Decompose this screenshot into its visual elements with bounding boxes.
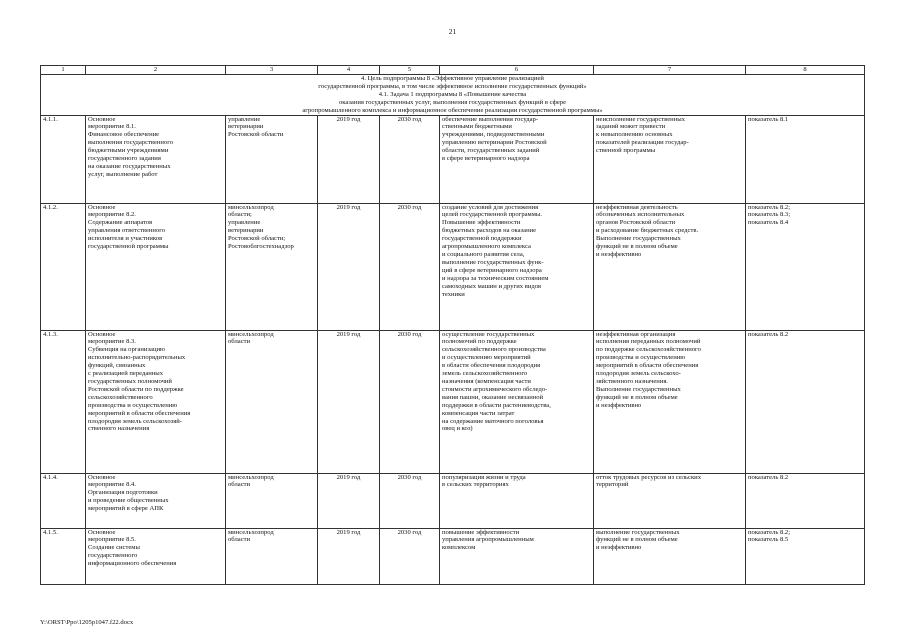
activity-name-line: исполнительно-распорядительных — [88, 354, 186, 362]
goal-heading-line: 4. Цель подпрограммы 8 «Эффективное управление реализацией — [361, 75, 544, 82]
expected-result-line: полномочий по поддержке — [442, 338, 517, 346]
indicator-link-line: показатель 8.2 — [748, 330, 789, 338]
expected-result-line: в сельских территориях — [442, 481, 509, 489]
end-year: 2030 год — [380, 115, 440, 203]
task-heading-line: 4.1. Задача 1 подпрограммы 8 «Повышение качества — [378, 90, 527, 98]
activity-name-line: государственной программы — [88, 243, 169, 251]
executor-cell — [226, 115, 318, 203]
non-implementation-consequences-line: функций не в полном объеме — [596, 536, 678, 544]
executor-cell — [226, 330, 318, 473]
expected-result-line: назначения (компенсация части — [442, 377, 531, 385]
column-header: 5 — [380, 66, 440, 75]
non-implementation-consequences-line: выполнение государственных — [596, 528, 680, 536]
end-year: 2030 год — [380, 473, 440, 528]
table-row — [41, 473, 865, 528]
non-implementation-consequences-line: Выполнение государственных — [596, 385, 681, 393]
activity-name-line: мероприятие 8.4. — [88, 481, 136, 489]
non-implementation-consequences-line: и неэффективно — [596, 544, 642, 552]
expected-result-line: Повышение эффективности — [442, 219, 521, 227]
expected-result-line: популяризация жизни и труда — [442, 473, 526, 481]
task-heading-line: оказания государственных услуг, выполнения государственных функций в сфере — [338, 98, 567, 106]
non-implementation-consequences-line: неэффективная деятельность — [596, 203, 678, 211]
non-implementation-consequences-line: мероприятий в области обеспечения — [596, 362, 699, 370]
activity-name-line: функций, связанных — [88, 362, 146, 370]
executor-cell — [226, 473, 318, 528]
expected-result-line: самоходных машин и других видов — [442, 282, 542, 290]
expected-result-line: вания пашни, оказание несвязанной — [442, 393, 544, 401]
expected-result-line: на содержание маточного поголовья — [442, 417, 544, 425]
row-number: 4.1.2. — [41, 203, 86, 330]
activity-name-line: Основное — [88, 330, 116, 338]
activity-name-line: Ростовской области по поддержке — [88, 385, 184, 393]
indicator-link — [746, 203, 865, 330]
activity-name — [86, 203, 226, 330]
footer-file-path: Y:\ORST\Ppo\1205p1047.f22.docx — [40, 619, 134, 626]
expected-result — [440, 473, 594, 528]
activity-name-line: сельскохозяйственного — [88, 393, 153, 401]
non-implementation-consequences — [594, 203, 746, 330]
expected-result-line: и надзора за техническим состоянием — [442, 274, 549, 282]
expected-result-line: управления агропромышленным — [442, 536, 534, 544]
activity-name-line: Основное — [88, 473, 116, 481]
start-year: 2019 год — [318, 330, 380, 473]
executor-cell-line: области; — [228, 211, 252, 219]
executor-cell-line: области — [228, 481, 251, 489]
indicator-link — [746, 473, 865, 528]
activity-name — [86, 473, 226, 528]
indicator-link — [746, 528, 865, 584]
expected-result-line: сельскохозяйственного производства — [442, 346, 546, 354]
non-implementation-consequences-line: функций не в полном объеме — [596, 393, 678, 401]
activity-name-line: плодородия земель сельскохозяй- — [88, 417, 182, 425]
expected-result — [440, 528, 594, 584]
indicator-link-line: показатель 8.2; — [748, 203, 791, 211]
non-implementation-consequences — [594, 528, 746, 584]
expected-result-line: стоимости агрохимического обследо- — [442, 385, 548, 393]
start-year: 2019 год — [318, 473, 380, 528]
expected-result-line: управлению ветеринарии Ростовской — [442, 139, 547, 147]
indicator-link-line: показатель 8.1 — [748, 115, 789, 123]
column-header: 2 — [86, 66, 226, 75]
activity-name-line: выполнения государственного — [88, 139, 174, 147]
executor-cell-line: Ростовской области; — [228, 235, 286, 243]
end-year: 2030 год — [380, 330, 440, 473]
non-implementation-consequences-line: исполнения переданных полномочий — [596, 338, 701, 346]
activity-name-line: мероприятий в области обеспечения — [88, 409, 191, 417]
activity-name-line: Основное — [88, 115, 116, 123]
row-number: 4.1.4. — [41, 473, 86, 528]
expected-result-line: и социального развития села, — [442, 250, 525, 258]
expected-result-line: комплексом — [442, 544, 476, 552]
activity-name-line: с реализацией переданных — [88, 370, 164, 378]
non-implementation-consequences-line: территорий — [596, 481, 629, 489]
section-heading-row — [41, 75, 865, 116]
activity-name-line: исполнителя и участников — [88, 235, 163, 243]
non-implementation-consequences-line: заданий может привести — [596, 123, 666, 131]
indicator-link — [746, 330, 865, 473]
executor-cell-line: управление — [228, 115, 261, 123]
activity-name-line: мероприятие 8.2. — [88, 211, 136, 219]
activity-name — [86, 528, 226, 584]
expected-result-line: агропромышленного комплекса — [442, 243, 531, 251]
end-year: 2030 год — [380, 528, 440, 584]
indicator-link-line: показатель 8.4 — [748, 219, 789, 227]
indicator-link-line: показатель 8.2 — [748, 473, 789, 481]
row-number: 4.1.5. — [41, 528, 86, 584]
table-row — [41, 330, 865, 473]
non-implementation-consequences-line: неэффективная организация — [596, 330, 676, 338]
activity-name-line: ственного назначения — [88, 425, 150, 433]
non-implementation-consequences-line: ственной программы — [596, 147, 656, 155]
expected-result-line: осуществление государственных — [442, 330, 535, 338]
expected-result-line: техники — [442, 290, 465, 298]
non-implementation-consequences-line: зяйственного назначения. — [596, 377, 669, 385]
expected-result-line: обеспечение выполнения государ- — [442, 115, 539, 123]
activity-name-line: услуг, выполнение работ — [88, 170, 158, 178]
activity-name — [86, 330, 226, 473]
non-implementation-consequences-line: функций не в полном объеме — [596, 243, 678, 251]
row-number: 4.1.1. — [41, 115, 86, 203]
page-number: 21 — [448, 27, 457, 36]
non-implementation-consequences-line: неисполнение государственных — [596, 115, 685, 123]
activity-name-line: бюджетными учреждениями — [88, 147, 169, 155]
executor-cell-line: минсельхозпрод — [228, 203, 274, 211]
expected-result-line: области, государственных заданий — [442, 147, 540, 155]
non-implementation-consequences-line: отток трудовых ресурсов из сельских — [596, 473, 702, 481]
executor-cell-line: Ростовской области — [228, 131, 284, 139]
table-row — [41, 528, 865, 584]
expected-result-line: учреждениями, подведомственными — [442, 131, 545, 139]
non-implementation-consequences-line: плодородия земель сельскохо- — [596, 370, 681, 378]
expected-result-line: ственными бюджетными — [442, 123, 512, 131]
expected-result-line: и осуществлению мероприятий — [442, 354, 531, 362]
activity-name-line: информационного обеспечения — [88, 560, 177, 568]
activity-name-line: Организация подготовки — [88, 489, 158, 497]
non-implementation-consequences-line: показателей реализации государ- — [596, 139, 689, 147]
expected-result-line: создание условий для достижения — [442, 203, 539, 211]
activity-name-line: государственных полномочий — [88, 377, 172, 385]
column-header: 6 — [440, 66, 594, 75]
executor-cell-line: минсельхозпрод — [228, 528, 274, 536]
end-year: 2030 год — [380, 203, 440, 330]
executor-cell-line: области — [228, 338, 251, 346]
non-implementation-consequences-line: органов Ростовской области — [596, 219, 676, 227]
goal-heading-line: государственной программы, в том числе эффективное исполнение государственных функций» — [318, 82, 587, 90]
activity-name-line: и проведение общественных — [88, 497, 169, 505]
non-implementation-consequences — [594, 115, 746, 203]
executor-cell-line: минсельхозпрод — [228, 473, 274, 481]
executor-cell — [226, 203, 318, 330]
activity-name-line: мероприятий в сфере АПК — [88, 505, 164, 513]
column-number-row — [41, 66, 865, 75]
start-year: 2019 год — [318, 203, 380, 330]
column-header: 3 — [226, 66, 318, 75]
activity-name-line: Субвенция на организацию — [88, 346, 165, 354]
activity-name-line: Создание системы — [88, 544, 140, 552]
expected-result-line: выполнение государственных функ- — [442, 258, 544, 266]
task-heading-line: агропромышленного комплекса и информационное обеспечение реализации государственной программы» — [302, 106, 603, 114]
activity-name-line: управления ответственного — [88, 227, 166, 235]
activity-name-line: государственного задания — [88, 155, 161, 163]
activity-name-line: Финансовое обеспечение — [88, 131, 160, 139]
activity-name — [86, 115, 226, 203]
expected-result — [440, 115, 594, 203]
start-year: 2019 год — [318, 115, 380, 203]
expected-result-line: земель сельскохозяйственного — [442, 370, 528, 378]
expected-result-line: компенсация части затрат — [442, 409, 515, 417]
start-year: 2019 год — [318, 528, 380, 584]
column-header: 1 — [41, 66, 86, 75]
indicator-link-line: показатель 8.2; — [748, 528, 791, 536]
column-header: 7 — [594, 66, 746, 75]
non-implementation-consequences-line: Выполнение государственных — [596, 235, 681, 243]
executor-cell-line: управление — [228, 219, 261, 227]
non-implementation-consequences-line: производства и осуществлению — [596, 354, 686, 362]
non-implementation-consequences — [594, 330, 746, 473]
expected-result-line: в области обеспечения плодородия — [442, 362, 541, 370]
non-implementation-consequences-line: к невыполнению основных — [596, 131, 673, 139]
table-row — [41, 203, 865, 330]
section-heading — [41, 75, 865, 116]
activity-name-line: на оказание государственных — [88, 162, 171, 170]
activity-name-line: Основное — [88, 203, 116, 211]
row-number: 4.1.3. — [41, 330, 86, 473]
expected-result-line: целей государственной программы. — [442, 211, 542, 219]
indicator-link — [746, 115, 865, 203]
expected-result — [440, 203, 594, 330]
activity-name-line: Содержание аппаратов — [88, 219, 153, 227]
expected-result — [440, 330, 594, 473]
executor-cell-line: ветеринарии — [228, 123, 264, 131]
activity-name-line: Основное — [88, 528, 116, 536]
activity-name-line: государственного — [88, 552, 138, 560]
indicator-link-line: показатель 8.3; — [748, 211, 791, 219]
indicator-link-line: показатель 8.5 — [748, 536, 789, 544]
executor-cell-line: минсельхозпрод — [228, 330, 274, 338]
non-implementation-consequences-line: и неэффективно — [596, 250, 642, 258]
non-implementation-consequences-line: и расходование бюджетных средств. — [596, 227, 699, 235]
activity-name-line: мероприятие 8.3. — [88, 338, 136, 346]
expected-result-line: бюджетных расходов на оказание — [442, 227, 537, 235]
executor-cell-line: области — [228, 536, 251, 544]
expected-result-line: повышение эффективности — [442, 528, 520, 536]
executor-cell-line: ветеринарии — [228, 227, 264, 235]
non-implementation-consequences-line: обозначенных исполнительных — [596, 211, 685, 219]
non-implementation-consequences-line: и неэффективно — [596, 401, 642, 409]
column-header: 8 — [746, 66, 865, 75]
expected-result-line: государственной поддержки — [442, 235, 522, 243]
expected-result-line: овец и коз) — [442, 425, 473, 433]
activity-name-line: мероприятие 8.1. — [88, 123, 136, 131]
column-header: 4 — [318, 66, 380, 75]
activity-name-line: мероприятие 8.5. — [88, 536, 136, 544]
table-row — [41, 115, 865, 203]
expected-result-line: поддержки в области растениеводства, — [442, 401, 551, 409]
non-implementation-consequences — [594, 473, 746, 528]
non-implementation-consequences-line: по поддержке сельскохозяйственного — [596, 346, 701, 354]
activities-table — [40, 65, 865, 585]
executor-cell — [226, 528, 318, 584]
activity-name-line: производства и осуществлению — [88, 401, 178, 409]
expected-result-line: ций в сфере ветеринарного надзора — [442, 266, 542, 274]
expected-result-line: в сфере ветеринарного надзора — [442, 155, 530, 163]
executor-cell-line: Ростовоблгостехнадзор — [228, 243, 294, 251]
